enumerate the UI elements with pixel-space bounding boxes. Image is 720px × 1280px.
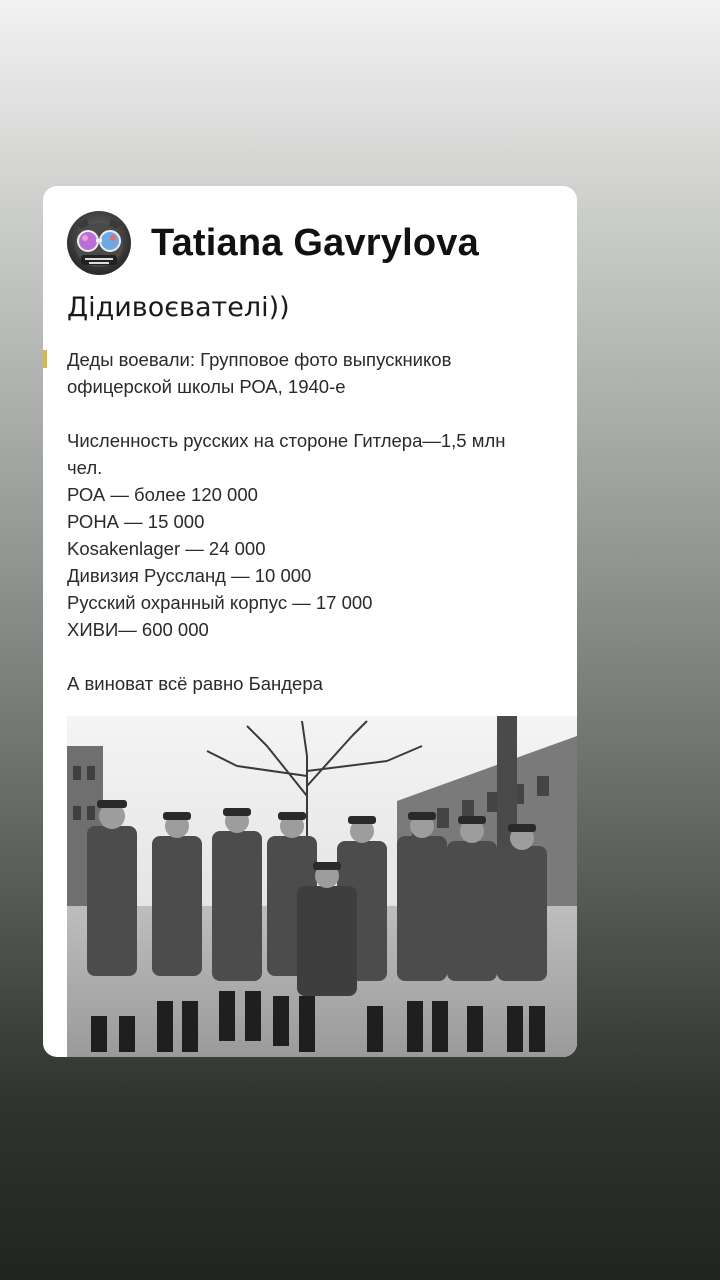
quote-line: Русский охранный корпус — 17 000 [67,592,373,613]
author-name[interactable]: Tatiana Gavrylova [151,221,479,264]
quote-line: Дивизия Руссланд — 10 000 [67,565,312,586]
post-caption: Дідивоєвателі)) [67,292,290,323]
quote-line: Kosakenlager — 24 000 [67,538,266,559]
quote-line: РОНА — 15 000 [67,511,205,532]
quote-line: РОА — более 120 000 [67,484,258,505]
group-photo-image [67,716,577,1057]
avatar[interactable] [67,211,131,275]
post-header [67,210,479,276]
quote-gap [67,400,567,427]
quote-line: офицерской школы РОА, 1940-е [67,376,346,397]
quote-line: ХИВИ— 600 000 [67,619,209,640]
quote-line: А виноват всё равно Бандера [67,673,323,694]
quote-line: чел. [67,457,103,478]
quote-line: Численность русских на стороне Гитлера—1,5 млн [67,430,506,451]
quote-line: Деды воевали: Групповое фото выпускников [67,349,452,370]
quoted-post-text [67,346,567,697]
avatar-cat-icon [67,211,131,275]
post-card [43,186,577,1057]
quote-gap [67,643,567,670]
quote-marker [43,350,47,368]
historical-group-photo[interactable] [67,716,577,1057]
